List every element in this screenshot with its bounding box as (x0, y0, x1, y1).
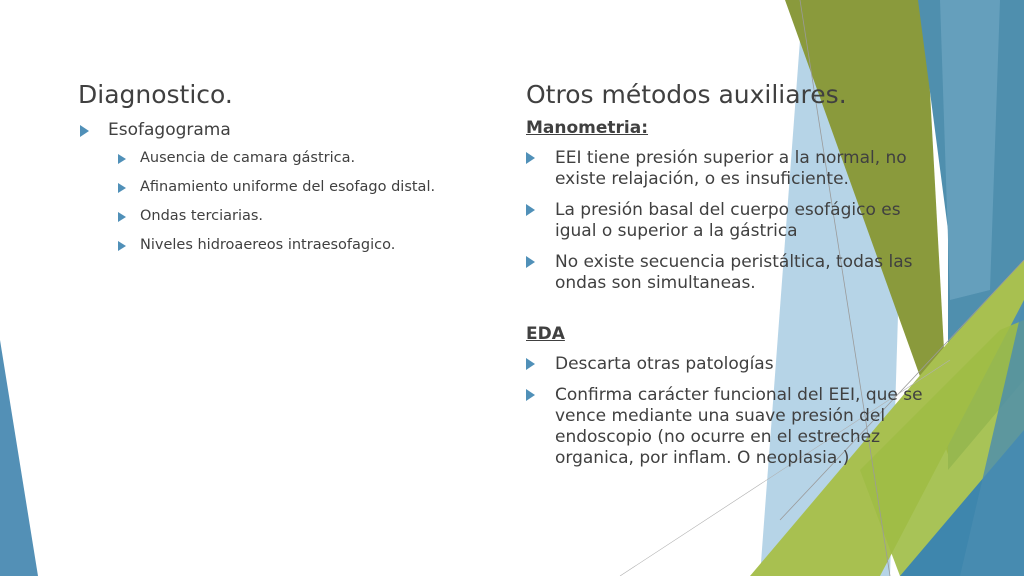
list-item (526, 200, 946, 242)
list-item-label: Descarta otras patologías (555, 354, 774, 374)
list-item-label: No existe secuencia peristáltica, todas las ondas son simultaneas. (555, 252, 913, 293)
left-bullet-list (80, 120, 500, 253)
sub-item-label: Ausencia de camara gástrica. (140, 150, 356, 166)
list-item-label: La presión basal del cuerpo esofágico es igual o superior a la gástrica (555, 200, 901, 241)
bullet-arrow-icon (526, 152, 535, 164)
sub-list-item (80, 237, 500, 253)
bullet-arrow-icon (526, 389, 535, 401)
bullet-arrow-icon (118, 183, 126, 193)
light-teal-facet (940, 0, 1000, 300)
list-item (526, 148, 946, 190)
left-blue-stripe (0, 340, 38, 576)
bullet-arrow-icon (118, 241, 126, 251)
manometria-list (526, 148, 946, 294)
sub-list-item (80, 150, 500, 166)
sub-item-label: Ondas terciarias. (140, 208, 264, 224)
slide-title-right: Otros métodos auxiliares. (526, 80, 847, 109)
eda-list (526, 354, 946, 469)
sub-item-label: Afinamiento uniforme del esofago distal. (140, 179, 436, 195)
left-content-column (80, 120, 500, 266)
sub-list-item (80, 179, 500, 195)
list-item (526, 354, 946, 375)
list-item-label: Confirma carácter funcional del EEI, que se vence mediante una suave presión del endoscopio (no ocurre en el estrechez organica, por inflam. O neoplasia.) (555, 385, 923, 468)
list-item (526, 252, 946, 294)
list-item (526, 385, 946, 469)
slide-title-left: Diagnostico. (78, 80, 233, 109)
list-item-label: Esofagograma (108, 120, 231, 140)
bullet-arrow-icon (118, 154, 126, 164)
bullet-arrow-icon (526, 358, 535, 370)
right-content-column (526, 118, 946, 479)
eda-heading: EDA (526, 324, 565, 344)
bullet-arrow-icon (526, 256, 535, 268)
sub-list-item (80, 208, 500, 224)
list-item-label: EEI tiene presión superior a la normal, no existe relajación, o es insuficiente. (555, 148, 907, 189)
bullet-arrow-icon (80, 125, 89, 137)
list-item-esofagograma (80, 120, 500, 140)
bullet-arrow-icon (526, 204, 535, 216)
sub-item-label: Niveles hidroaereos intraesofagico. (140, 237, 396, 253)
manometria-heading: Manometria: (526, 118, 649, 138)
bullet-arrow-icon (118, 212, 126, 222)
